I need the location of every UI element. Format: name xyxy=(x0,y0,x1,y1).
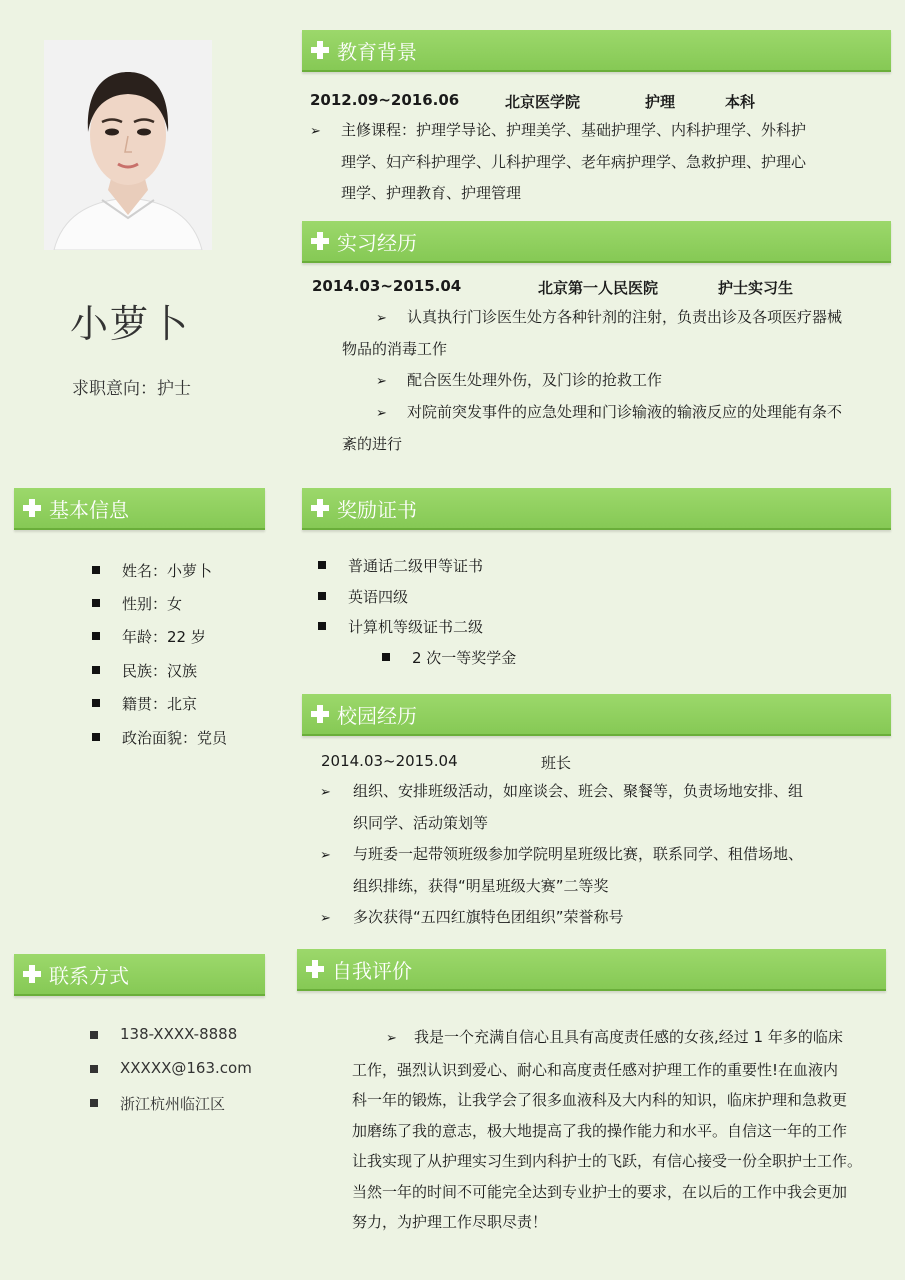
campus-role: 班长 xyxy=(541,754,572,772)
plus-icon xyxy=(311,232,329,250)
arrow-bullet-icon: ➢ xyxy=(376,406,387,421)
internship-items: ➢ 认真执行门诊医生处方各种针剂的注射，负责出诊及各项医疗器械 物品的消毒工作 ➢ 配合医生处理外伤，及门诊的抢救工作 ➢ 对院前突发事件的应急处理和门诊输液的输液反应的处理能有条不 紊的进行 xyxy=(342,302,842,460)
arrow-bullet-icon: ➢ xyxy=(376,311,387,326)
internship-place: 北京第一人民医院 xyxy=(538,279,659,297)
section-title: 实习经历 xyxy=(337,230,417,255)
education-courses: ➢ 主修课程：护理学导论、护理美学、基础护理学、内科护理学、外科护 理学、妇产科护理学、儿科护理学、老年病护理学、急救护理、护理心 理学、护理教育、护理管理 xyxy=(310,115,806,209)
square-bullet-icon xyxy=(318,592,326,600)
square-bullet-icon xyxy=(382,653,390,661)
campus-items: ➢ 组织、安排班级活动，如座谈会、班会、聚餐等，负责场地安排、组 织同学、活动策划等 ➢ 与班委一起带领班级参加学院明星班级比赛，联系同学、租借场地、 组织排练，获得“明星班级大赛”二等奖 ➢ 多次获得“五四红旗特色团组织”荣誉称号 xyxy=(320,776,803,934)
section-title: 联系方式 xyxy=(49,963,129,988)
section-title: 校园经历 xyxy=(337,703,417,728)
section-header-contact xyxy=(14,954,265,996)
internship-role: 护士实习生 xyxy=(718,279,794,297)
section-title: 基本信息 xyxy=(49,497,129,522)
section-header-campus xyxy=(302,694,891,736)
plus-icon xyxy=(23,965,41,983)
profile-photo xyxy=(44,40,212,250)
square-bullet-icon xyxy=(92,733,100,741)
education-major: 护理 xyxy=(645,93,676,111)
section-title: 奖励证书 xyxy=(337,497,417,522)
plus-icon xyxy=(306,960,324,978)
job-intent: 求职意向：护士 xyxy=(72,379,191,399)
section-header-education xyxy=(302,30,891,72)
arrow-bullet-icon: ➢ xyxy=(320,911,331,926)
square-bullet-icon xyxy=(92,566,100,574)
campus-period: 2014.03~2015.04 xyxy=(321,752,458,770)
plus-icon xyxy=(311,41,329,59)
section-title: 自我评价 xyxy=(332,958,412,983)
portrait-icon xyxy=(44,40,212,250)
plus-icon xyxy=(311,499,329,517)
section-header-basic-info xyxy=(14,488,265,530)
arrow-bullet-icon: ➢ xyxy=(376,374,387,389)
square-bullet-icon xyxy=(318,561,326,569)
internship-period: 2014.03~2015.04 xyxy=(312,277,462,295)
section-header-internship xyxy=(302,221,891,263)
section-header-awards xyxy=(302,488,891,530)
plus-icon xyxy=(23,499,41,517)
square-bullet-icon xyxy=(318,622,326,630)
square-bullet-icon xyxy=(90,1065,98,1073)
square-bullet-icon xyxy=(92,699,100,707)
arrow-bullet-icon: ➢ xyxy=(320,785,331,800)
square-bullet-icon xyxy=(90,1099,98,1107)
education-degree: 本科 xyxy=(725,93,756,111)
plus-icon xyxy=(311,705,329,723)
arrow-bullet-icon: ➢ xyxy=(310,124,321,139)
square-bullet-icon xyxy=(92,599,100,607)
arrow-bullet-icon: ➢ xyxy=(320,848,331,863)
education-school: 北京医学院 xyxy=(505,93,581,111)
square-bullet-icon xyxy=(92,666,100,674)
arrow-bullet-icon: ➢ xyxy=(386,1031,397,1046)
candidate-name: 小萝卜 xyxy=(70,302,191,346)
square-bullet-icon xyxy=(92,632,100,640)
education-period: 2012.09~2016.06 xyxy=(310,91,460,109)
section-title: 教育背景 xyxy=(337,39,417,64)
square-bullet-icon xyxy=(90,1031,98,1039)
self-evaluation-text: ➢ 我是一个充满自信心且具有高度责任感的女孩,经过 1 年多的临床 工作，强烈认识到爱心、耐心和高度责任感对护理工作的重要性!在血液内 科一年的锻炼，让我学会了很多血液科及大内科的知识，临床护理和急救更 加磨练了我的意志，极大地提高了我的操作能力和水平。自信这一年的工作 让我实现了从护理实习生到内科护士的飞跃，有信心接受一份全职护士工作。 当然一年的时间不可能完全达到专业护士的要求，在以后的工作中我会更加 努力，为护理工作尽职尽责！ xyxy=(352,1022,862,1238)
section-header-self-evaluation xyxy=(297,949,886,991)
